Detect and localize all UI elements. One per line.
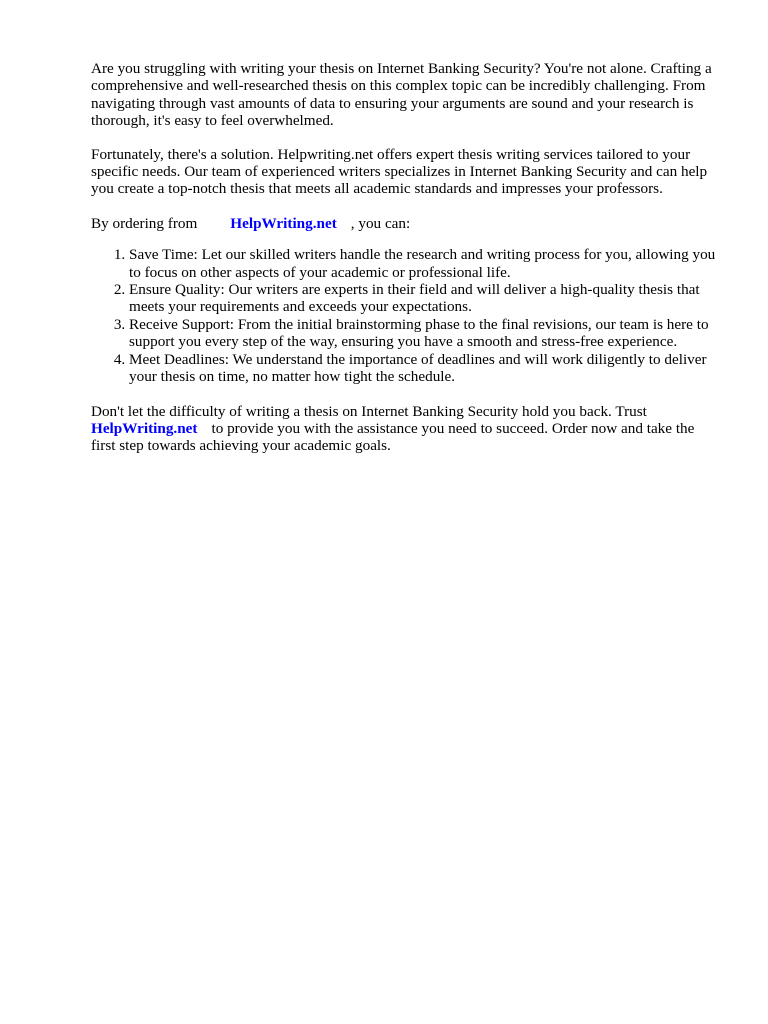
helpwriting-closing-link[interactable]: HelpWriting.net [91,419,198,437]
intro-paragraph: Are you struggling with writing your thesis on Internet Banking Security? You're not alone. Crafting a comprehensive and well-researched thesis on this complex topic can be incredibly challenging. From navigating through vast amounts of data to ensuring your arguments are sound and your research is thorough, it's easy to feel overwhelmed. [91,60,712,130]
closing-suffix: to provide you with the assistance you need to succeed. Order now and take the first step towards achieving your academic goals. [91,419,695,455]
ordering-prefix: By ordering from [91,214,198,232]
benefit-item-meet-deadlines: 4. Meet Deadlines: We understand the importance of deadlines and will work diligently to deliver your thesis on time, no matter how tight the schedule. [129,351,721,386]
benefit-item-save-time: 1. Save Time: Let our skilled writers handle the research and writing process for you, allowing you to focus on other aspects of your academic or professional life. [129,246,721,281]
benefit-item-ensure-quality: 2. Ensure Quality: Our writers are experts in their field and will deliver a high-quality thesis that meets your requirements and exceeds your expectations. [129,281,721,316]
closing-paragraph [91,403,721,455]
ordering-sentence [91,215,721,232]
benefits-list [91,246,721,385]
ordering-suffix: , you can: [350,214,411,232]
solution-paragraph: Fortunately, there's a solution. Helpwriting.net offers expert thesis writing services tailored to your specific needs. Our team of experienced writers specializes in Internet Banking Security and can help you create a top-notch thesis that meets all academic standards and impresses your professors. [91,145,708,198]
document-body [91,60,721,472]
helpwriting-link[interactable]: HelpWriting.net [230,214,337,232]
closing-prefix: Don't let the difficulty of writing a thesis on Internet Banking Security hold you back. Trust [91,402,647,420]
benefit-item-receive-support: 3. Receive Support: From the initial brainstorming phase to the final revisions, our team is here to support you every step of the way, ensuring you have a smooth and stress-free experience. [129,316,721,351]
